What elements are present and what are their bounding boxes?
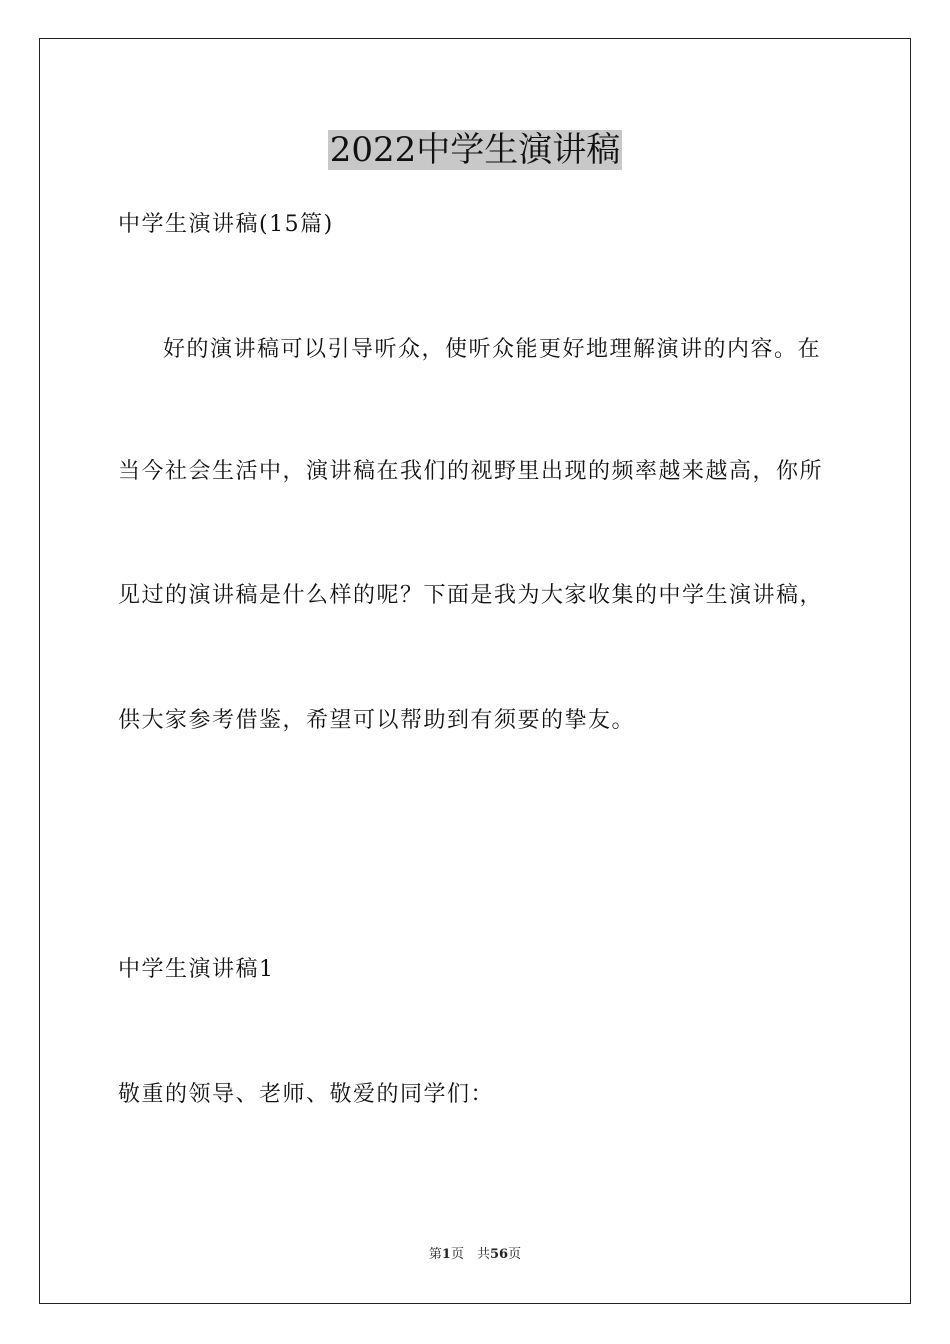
document-subtitle: 中学生演讲稿(15篇) xyxy=(118,212,334,237)
intro-paragraph-line: 供大家参考借鉴，希望可以帮助到有须要的挚友。 xyxy=(118,708,636,733)
footer-page-suffix: 页 xyxy=(508,1247,522,1262)
intro-paragraph-line: 当今社会生活中，演讲稿在我们的视野里出现的频率越来越高，你所 xyxy=(118,459,824,484)
footer-page-total: 56 xyxy=(489,1247,509,1262)
document-title-text: 2022中学生演讲稿 xyxy=(329,130,621,170)
page-footer xyxy=(0,1246,950,1264)
document-title xyxy=(0,128,950,172)
salutation: 敬重的领导、老师、敬爱的同学们： xyxy=(118,1082,495,1107)
footer-page-mid: 页 共 xyxy=(450,1247,490,1262)
section-heading: 中学生演讲稿1 xyxy=(118,957,275,982)
intro-paragraph-line: 好的演讲稿可以引导听众，使听众能更好地理解演讲的内容。在 xyxy=(163,337,822,362)
footer-page-prefix: 第 xyxy=(428,1247,442,1262)
intro-paragraph-line: 见过的演讲稿是什么样的呢？下面是我为大家收集的中学生演讲稿， xyxy=(118,583,824,608)
footer-page-number: 1 xyxy=(441,1247,451,1262)
